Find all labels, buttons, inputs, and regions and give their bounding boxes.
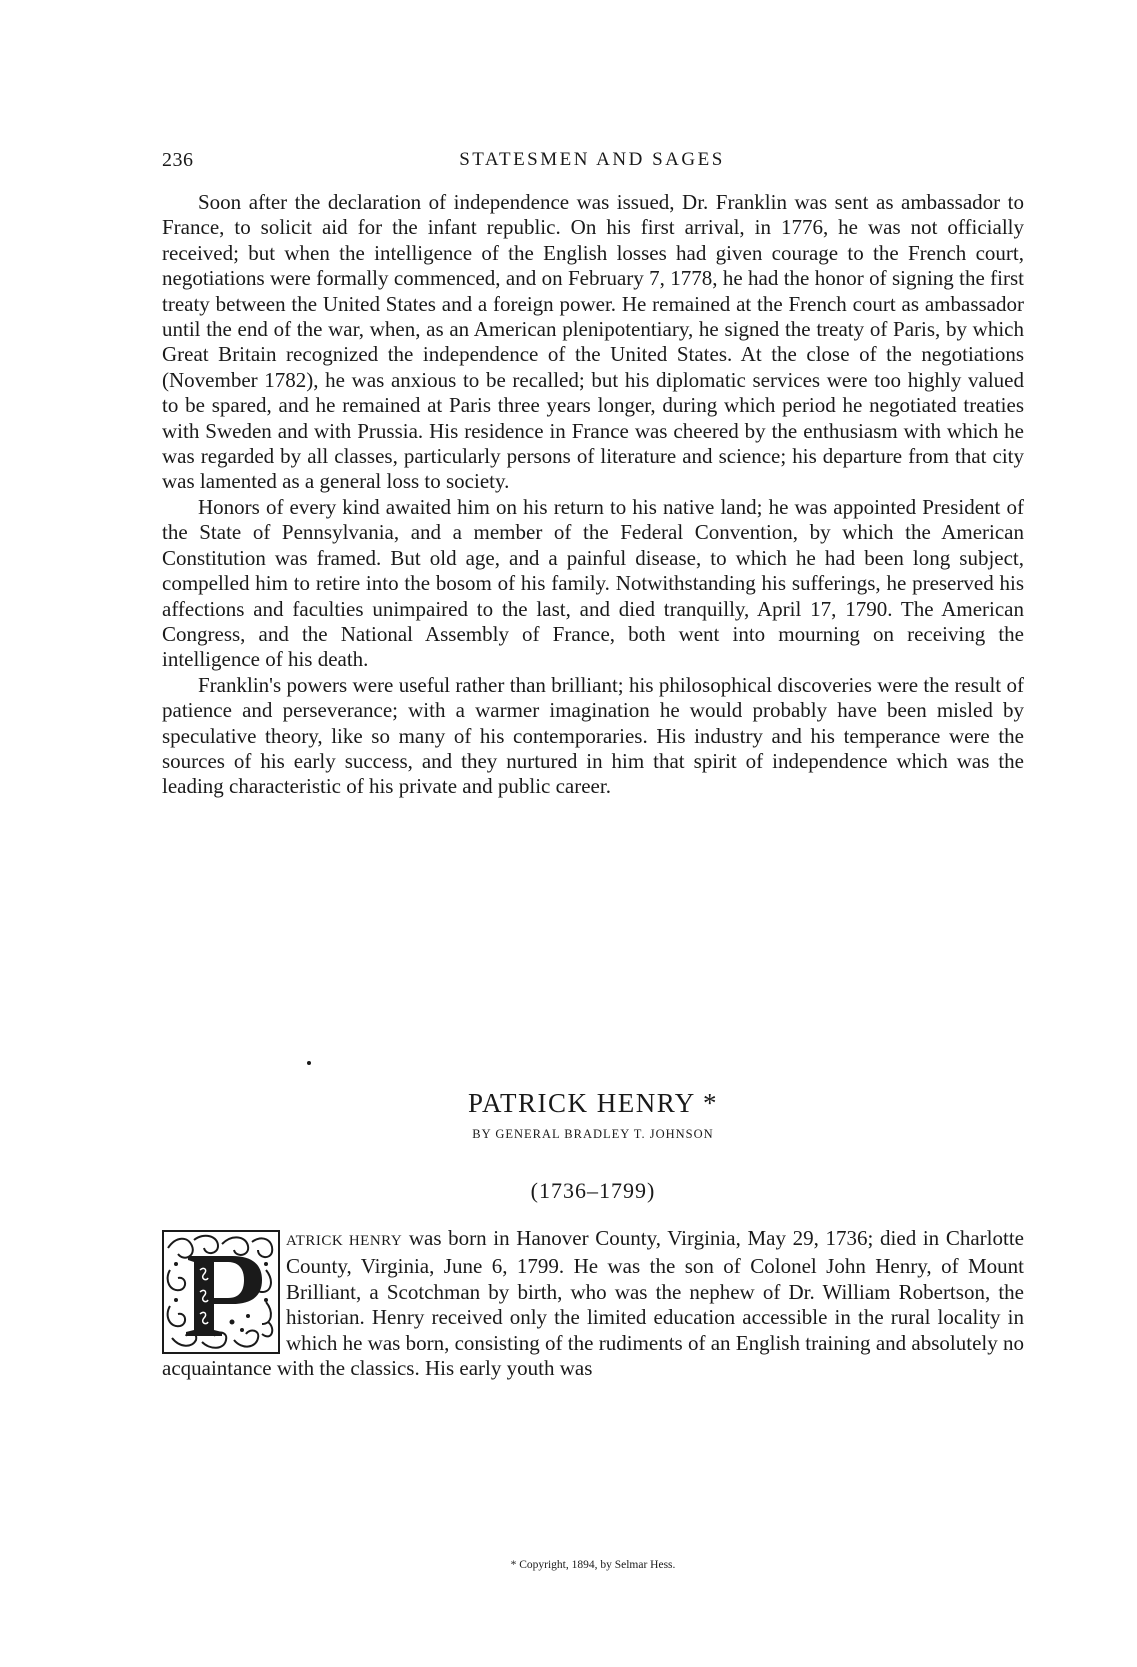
article-byline: BY GENERAL BRADLEY T. JOHNSON <box>472 1127 714 1141</box>
patrick-henry-section <box>162 1226 1024 1381</box>
stray-dot <box>307 1061 311 1065</box>
running-head: STATESMEN AND SAGES <box>459 149 725 170</box>
page-number: 236 <box>162 149 194 171</box>
copyright-footnote: * Copyright, 1894, by Selmar Hess. <box>510 1559 676 1571</box>
article-title: PATRICK HENRY * <box>467 1088 719 1118</box>
ornamental-dropcap-p-icon <box>162 1230 280 1354</box>
franklin-paragraph-2: Honors of every kind awaited him on his return to his native land; he was appointed President of the State of Pennsylvania, and a member of the Federal Convention, by which the American Constitution was framed. But old age, and a painful disease, to which he had been long subject, compelled him to retire into the bosom of his family. Notwithstanding his sufferings, he preserved his affections and faculties unimpaired to the last, and died tranquilly, April 17, 1790. The American Congress, and the National Assembly of France, both went into mourning on receiving the intelligence of his death. <box>162 494 1024 672</box>
franklin-paragraph-1: Soon after the declaration of independence was issued, Dr. Franklin was sent as ambassador to France, to solicit aid for the infant republic. On his first arrival, in 1776, he was not officially received; but when the intelligence of the English losses had given courage to the French court, negotiations were formally commenced, and on February 7, 1778, he had the honor of signing the first treaty between the United States and a foreign power. He remained at the French court as ambassador until the end of the war, when, as an American plenipotentiary, he signed the treaty of Paris, by which Great Britain recognized the independence of the United States. At the close of the negotiations (November 1782), he was anxious to be recalled; but his diplomatic services were too highly valued to be spared, and he remained at Paris three years longer, during which period he negotiated treaties with Sweden and with Prussia. His residence in France was cheered by the enthusiasm with which he was regarded by all classes, particularly persons of literature and science; his departure from that city was lamented as a general loss to society. <box>162 190 1024 494</box>
opening-smallcaps: ATRICK HENRY <box>286 1233 403 1249</box>
article-dates: (1736–1799) <box>530 1178 656 1203</box>
franklin-paragraph-3: Franklin's powers were useful rather than brilliant; his philosophical discoveries were the result of patience and perseverance; with a warmer imagination he would probably have been misled by speculative theory, like so many of his contemporaries. His industry and his temperance were the sources of his early success, and they nurtured in him that spirit of independence which was the leading characteristic of his private and public career. <box>162 672 1024 799</box>
opening-text: was born in Hanover County, Virginia, May 29, 1736; died in Charlotte County, Virginia, June 6, 1799. He was the son of Colonel John Henry, of Mount Brilliant, a Scotchman by birth, who was the nephew of Dr. William Robertson, the historian. Henry received only the limited education accessible in the rural locality in which he was born, consisting of the rudiments of an English training and absolutely no acquaintance with the classics. His early youth was <box>162 1226 1024 1381</box>
page-header <box>162 149 1022 179</box>
patrick-henry-paragraph <box>162 1226 1024 1381</box>
franklin-section <box>162 190 1024 800</box>
